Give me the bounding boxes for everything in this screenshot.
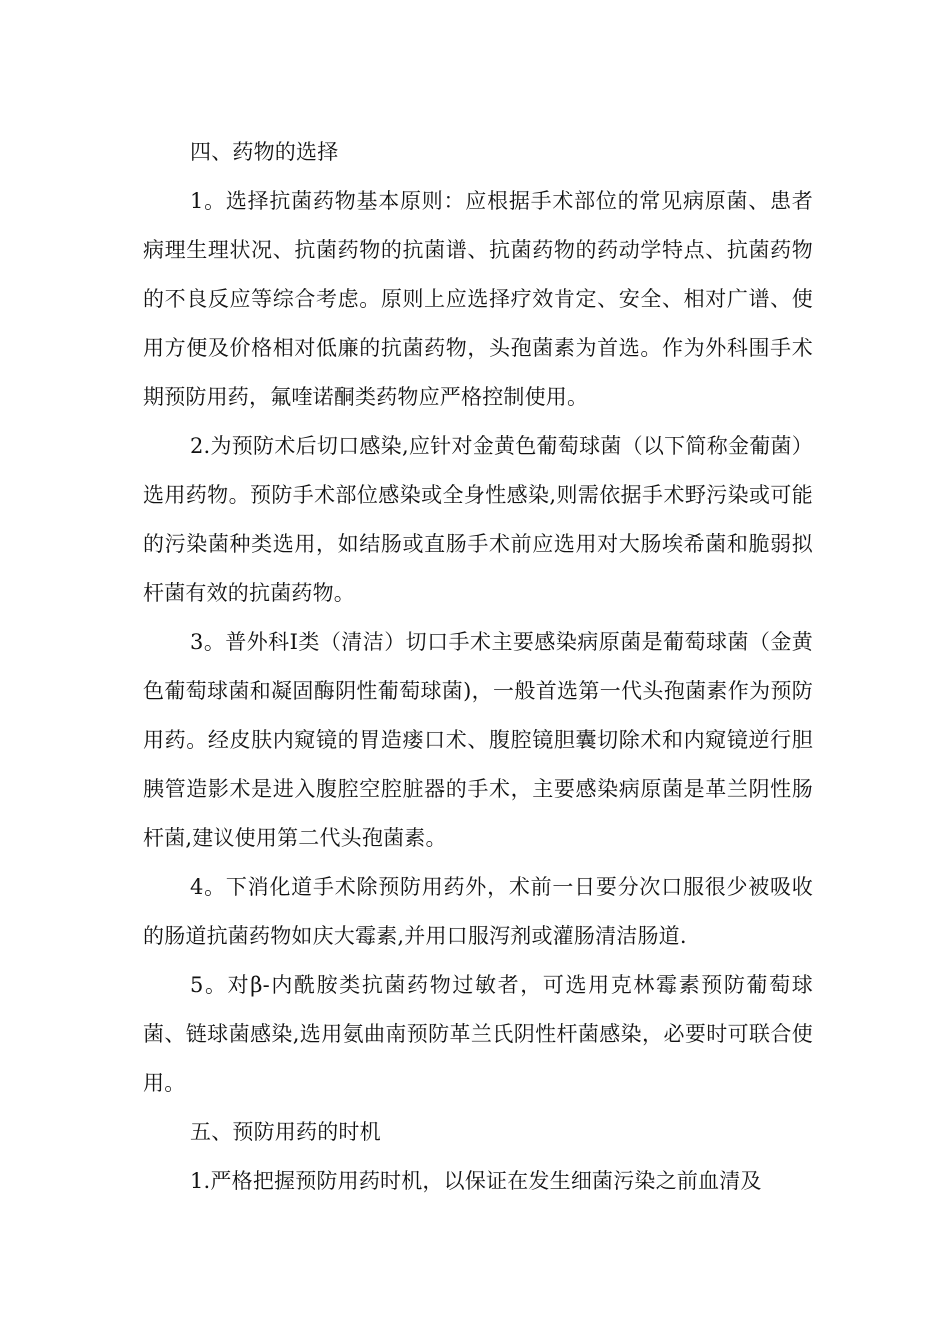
section-heading-5: 五、预防用药的时机	[190, 1120, 381, 1144]
paragraph-4-3: 3。普外科Ⅰ类（清洁）切口手术主要感染病原菌是葡萄球菌（金黄色葡萄球菌和凝固酶阴性葡萄球菌)，一般首选第一代头孢菌素作为预防用药。经皮肤内窥镜的胃造瘘口术、腹腔镜胆囊切除术和内窥镜逆行胆胰管造影术是进入腹腔空腔脏器的手术，主要感染病原菌是革兰阴性肠杆菌,建议使用第二代头孢菌素。	[143, 630, 813, 850]
paragraph-4-2: 2.为预防术后切口感染,应针对金黄色葡萄球菌（以下简称金葡菌）选用药物。预防手术部位感染或全身性感染,则需依据手术野污染或可能的污染菌种类选用，如结肠或直肠手术前应选用对大肠埃希菌和脆弱拟杆菌有效的抗菌药物。	[143, 434, 813, 605]
paragraph-5-1: 1.严格把握预防用药时机，以保证在发生细菌污染之前血清及	[190, 1169, 762, 1193]
document-body	[143, 128, 813, 1206]
paragraph-4-5: 5。对β-内酰胺类抗菌药物过敏者，可选用克林霉素预防葡萄球菌、链球菌感染,选用氨曲南预防革兰氏阴性杆菌感染，必要时可联合使用。	[143, 973, 813, 1095]
paragraph-4-4: 4。下消化道手术除预防用药外，术前一日要分次口服很少被吸收的肠道抗菌药物如庆大霉素,并用口服泻剂或灌肠清洁肠道.	[143, 875, 813, 948]
paragraph-4-1: 1。选择抗菌药物基本原则：应根据手术部位的常见病原菌、患者病理生理状况、抗菌药物的抗菌谱、抗菌药物的药动学特点、抗菌药物的不良反应等综合考虑。原则上应选择疗效肯定、安全、相对广谱、使用方便及价格相对低廉的抗菌药物，头孢菌素为首选。作为外科围手术期预防用药，氟喹诺酮类药物应严格控制使用。	[143, 189, 813, 409]
section-heading-4: 四、药物的选择	[190, 140, 339, 164]
